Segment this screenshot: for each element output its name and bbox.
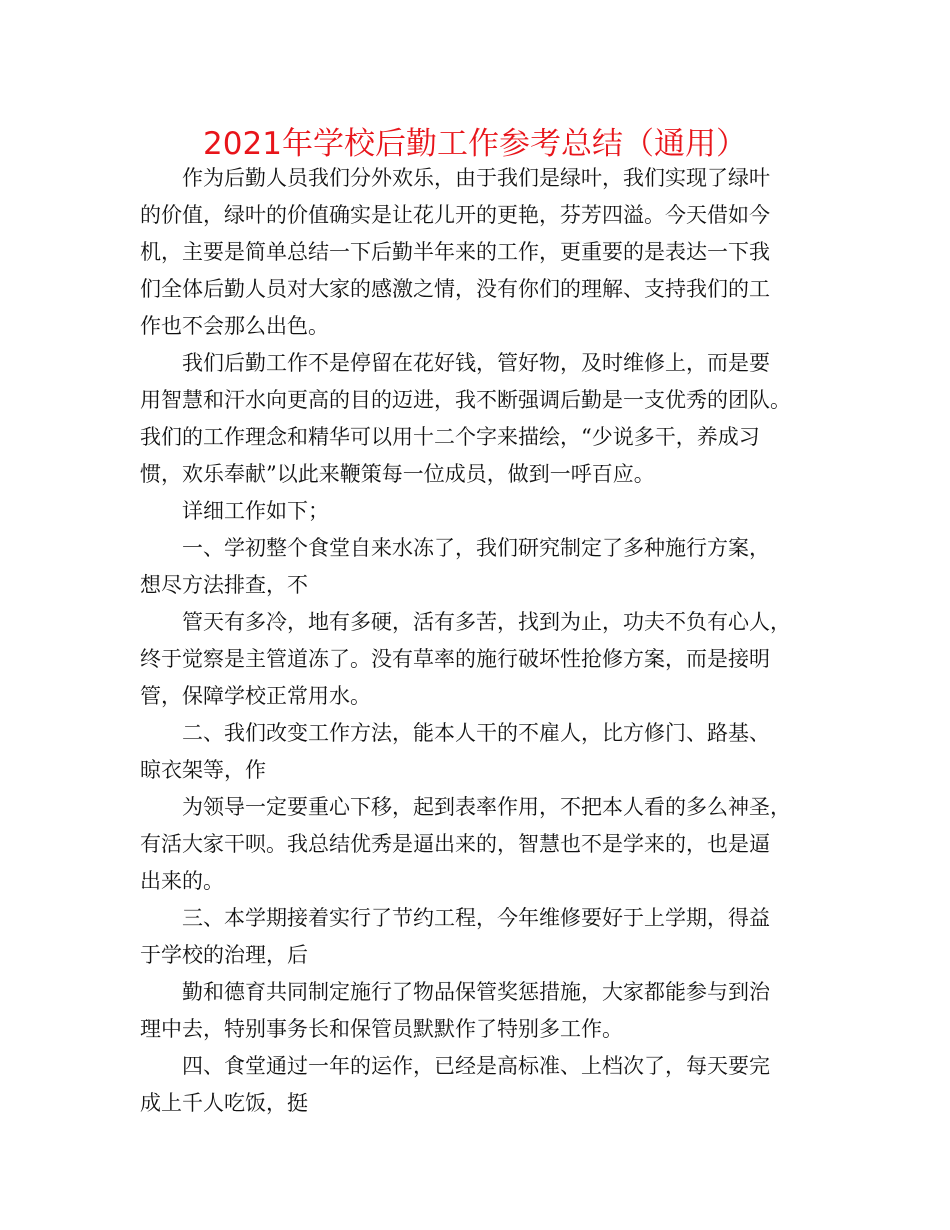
paragraph-line: 机，主要是简单总结一下后勤半年来的工作，更重要的是表达一下我: [140, 240, 770, 264]
paragraph-line: 晾衣架等，作: [140, 758, 266, 782]
paragraph-line: 终于觉察是主管道冻了。没有草率的施行破坏性抢修方案，而是接明: [140, 647, 770, 671]
paragraph-line: 理中去，特别事务长和保管员默默作了特别多工作。: [140, 1017, 623, 1041]
paragraph-line: 成上千人吃饭，挺: [140, 1091, 308, 1115]
paragraph-line: 惯，欢乐奉献”以此来鞭策每一位成员，做到一呼百应。: [140, 462, 655, 486]
paragraph-line: 详细工作如下；: [182, 499, 329, 523]
paragraph-line: 一、学初整个食堂自来水冻了，我们研究制定了多种施行方案，: [182, 536, 770, 560]
paragraph-line: 二、我们改变工作方法，能本人干的不雇人，比方修门、路基、: [182, 721, 770, 745]
paragraph-line: 三、本学期接着实行了节约工程，今年维修要好于上学期，得益: [182, 906, 770, 930]
paragraph-line: 我们后勤工作不是停留在花好钱，管好物，及时维修上，而是要: [182, 351, 770, 375]
paragraph-line: 管天有多冷，地有多硬，活有多苦，找到为止，功夫不负有心人，: [182, 610, 791, 634]
paragraph-line: 作为后勤人员我们分外欢乐，由于我们是绿叶，我们实现了绿叶: [182, 166, 770, 190]
document-title: 2021年学校后勤工作参考总结（通用）: [203, 126, 747, 162]
paragraph-line: 想尽方法排查，不: [140, 573, 308, 597]
paragraph-line: 们全体后勤人员对大家的感激之情，没有你们的理解、支持我们的工: [140, 277, 770, 301]
paragraph-line: 有活大家干呗。我总结优秀是逼出来的，智慧也不是学来的，也是逼: [140, 832, 770, 856]
paragraph-line: 的价值，绿叶的价值确实是让花儿开的更艳，芬芳四溢。今天借如今: [140, 203, 770, 227]
paragraph-line: 作也不会那么出色。: [140, 314, 329, 338]
paragraph-line: 用智慧和汗水向更高的目的迈进，我不断强调后勤是一支优秀的团队。: [140, 388, 791, 412]
paragraph-line: 勤和德育共同制定施行了物品保管奖惩措施，大家都能参与到治: [182, 980, 770, 1004]
paragraph-line: 四、食堂通过一年的运作，已经是高标准、上档次了，每天要完: [182, 1054, 770, 1078]
paragraph-line: 为领导一定要重心下移，起到表率作用，不把本人看的多么神圣，: [182, 795, 791, 819]
paragraph-line: 于学校的治理，后: [140, 943, 308, 967]
paragraph-line: 我们的工作理念和精华可以用十二个字来描绘，“少说多干，养成习: [140, 425, 760, 449]
paragraph-line: 出来的。: [140, 869, 224, 893]
paragraph-line: 管，保障学校正常用水。: [140, 684, 371, 708]
document-body: [140, 160, 812, 1122]
